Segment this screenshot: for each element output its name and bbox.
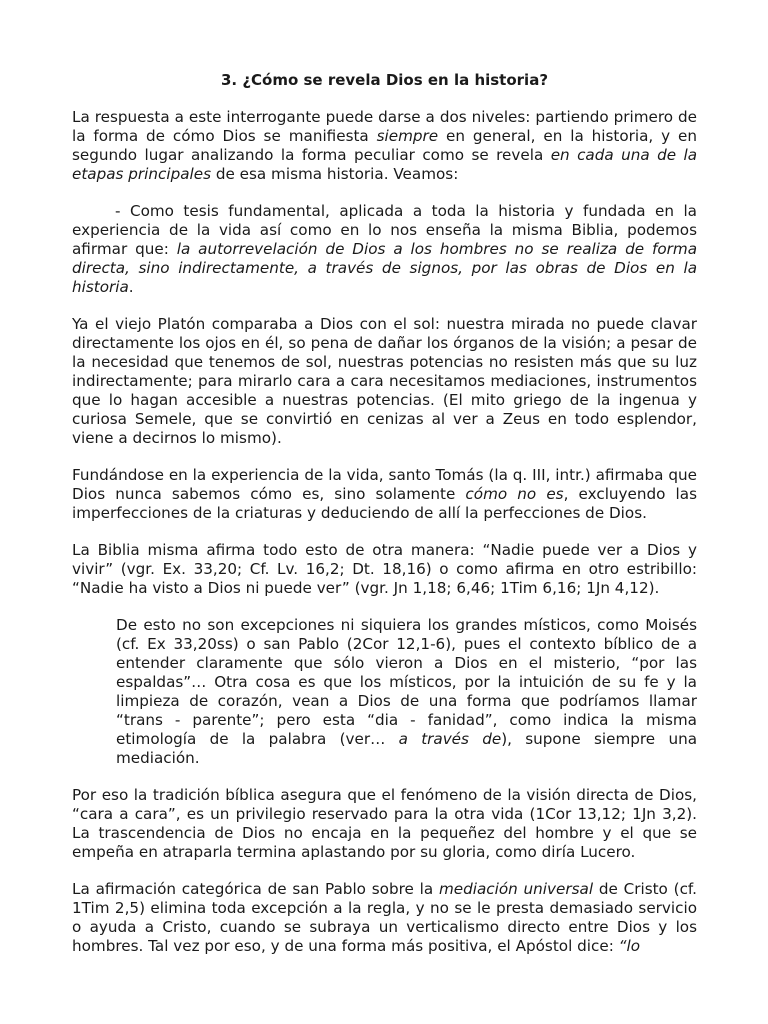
text-run: Fundándose en la experiencia de la vida, santo Tomás (la q. III, intr.) afirmaba que Dios nunca sabemos cómo es, sino solamente — [72, 466, 697, 503]
italic-text: cómo no es — [465, 485, 564, 503]
italic-text: a través de — [398, 730, 502, 748]
paragraph — [72, 786, 697, 862]
text-run: La respuesta a este interrogante puede darse a dos niveles: partiendo primero de la forma de cómo Dios se manifiesta — [72, 108, 697, 145]
italic-text: la autorrevelación de Dios a los hombres no se realiza de forma directa, sino indirectamente, a través de signos, por las obras de Dios en la historia — [72, 240, 697, 296]
text-run: de esa misma historia. Veamos: — [211, 165, 459, 183]
paragraph — [72, 466, 697, 523]
paragraph — [72, 202, 697, 297]
text-run: Ya el viejo Platón comparaba a Dios con el sol: nuestra mirada no puede clavar directamente los ojos en él, so pena de dañar los órganos de la visión; a pesar de la necesidad que tenemos de sol, nuestras potencias no resisten más que su luz indirectamente; para mirarlo cara a cara necesitamos mediaciones, instrumentos que lo hagan accesible a nuestras potencias. (El mito griego de la ingenua y curiosa Semele, que se convirtió en cenizas al ver a Zeus en todo esplendor, viene a decirnos lo mismo). — [72, 315, 697, 447]
text-run: de Cristo (cf. 1Tim 2,5) elimina toda excepción a la regla, y no se le presta demasiado servicio o ayuda a Cristo, cuando se subraya un verticalismo directo entre Dios y los hombres. Tal vez por eso, y de una forma más positiva, el Apóstol dice: — [72, 880, 697, 955]
paragraph — [72, 880, 697, 956]
paragraph — [72, 108, 697, 184]
text-run: en general, en la historia, y en segundo lugar analizando la forma peculiar como se revela — [72, 127, 697, 164]
text-run: La Biblia misma afirma todo esto de otra manera: “Nadie puede ver a Dios y vivir” (vgr. Ex. 33,20; Cf. Lv. 16,2; Dt. 18,16) o como afirma en otro estribillo: “Nadie ha visto a Dios ni puede ver” (vgr. Jn 1,18; 6,46; 1Tim 6,16; 1Jn 4,12). — [72, 541, 697, 597]
block-quote-paragraph — [116, 616, 697, 768]
text-run: Por eso la tradición bíblica asegura que el fenómeno de la visión directa de Dios, “cara a cara”, es un privilegio reservado para la otra vida (1Cor 13,12; 1Jn 3,2). La trascendencia de Dios no encaja en la pequeñez del hombre y el que se empeña en atraparla termina aplastando por su gloria, como diría Lucero. — [72, 786, 697, 861]
paragraph — [72, 541, 697, 598]
section-title: 3. ¿Cómo se revela Dios en la historia? — [220, 71, 549, 89]
text-run: ), supone siempre una mediación. — [116, 730, 697, 767]
document-page — [72, 70, 697, 956]
italic-text: mediación universal — [438, 880, 594, 898]
italic-text: siempre — [376, 127, 439, 145]
text-run: De esto no son excepciones ni siquiera los grandes místicos, como Moisés (cf. Ex 33,20ss) o san Pablo (2Cor 12,1-6), pues el contexto bíblico de a entender claramente que sólo vieron a Dios en el misterio, “por las espaldas”… Otra cosa es que los místicos, por la intuición de su fe y la limpieza de corazón, vean a Dios de una forma que podríamos llamar “trans - parente”; pero esta “dia - fanidad”, como indica la misma etimología de la palabra (ver… — [116, 616, 697, 748]
text-run: . — [128, 278, 134, 296]
italic-text: en cada una de la etapas principales — [72, 146, 697, 183]
text-run: La afirmación categórica de san Pablo sobre la — [72, 880, 439, 898]
paragraph — [72, 315, 697, 448]
text-run: , excluyendo las imperfecciones de la criaturas y deduciendo de allí la perfecciones de Dios. — [72, 485, 698, 522]
italic-text: “lo — [618, 937, 641, 955]
text-run: - Como tesis fundamental, aplicada a toda la historia y fundada en la experiencia de la vida así como en lo nos enseña la misma Biblia, podemos afirmar que: — [72, 202, 697, 258]
